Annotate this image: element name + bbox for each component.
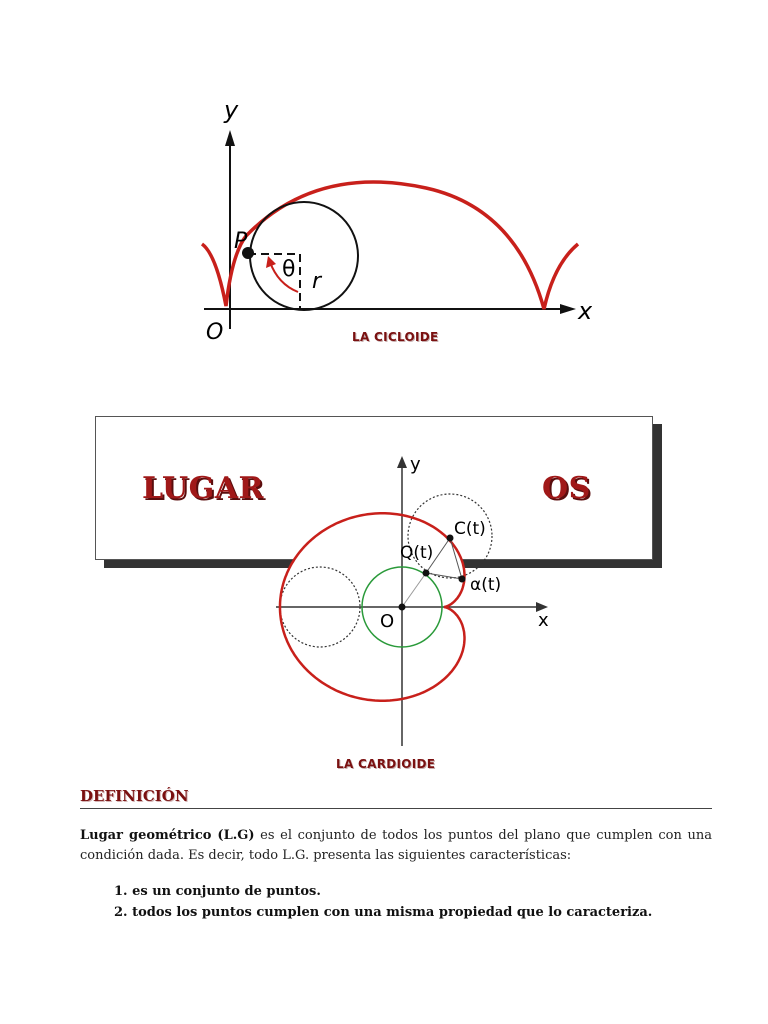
point-q-label: Q(t) [400, 543, 434, 563]
x-axis-arrow [560, 304, 576, 314]
definition-heading: DEFINICIÓN [80, 787, 189, 805]
cardioid-caption: LA CARDIOIDE [336, 757, 436, 771]
x-axis-label: x [538, 610, 549, 631]
definition-text: es el conjunto de todos los puntos del plano que cumplen con una condición dada. Es decir, todo L.G. presenta las siguientes características: [80, 828, 712, 863]
heading-rule [80, 808, 712, 809]
origin-label: O [380, 611, 395, 632]
cardioid-figure [262, 446, 572, 758]
title-text-right: OS [542, 471, 591, 506]
title-text-left: LUGAR [142, 471, 264, 506]
y-axis-label: y [224, 96, 239, 124]
point-alpha [459, 576, 466, 583]
radius-label: r [312, 269, 322, 294]
x-axis-label: x [578, 297, 592, 325]
cycloid-curve [202, 182, 578, 309]
rolling-circle [250, 202, 358, 310]
cycloid-diagram [196, 84, 592, 360]
y-axis-arrow [397, 456, 407, 468]
cycloid-figure [196, 84, 592, 360]
point-p-label: P [234, 229, 248, 254]
cardioid-diagram [262, 446, 572, 758]
definition-paragraph [80, 826, 712, 866]
point-alpha-label: α(t) [470, 575, 502, 595]
origin-label: O [206, 320, 224, 345]
list-item-2: 2. todos los puntos cumplen con una misma propiedad que lo caracteriza. [114, 905, 653, 920]
cycloid-caption: LA CICLOIDE [352, 330, 439, 344]
y-axis-arrow [225, 130, 235, 146]
y-axis-label: y [410, 454, 421, 475]
origin-point [399, 604, 406, 611]
list-item-1: 1. es un conjunto de puntos. [114, 884, 321, 899]
point-q [423, 570, 430, 577]
point-c [447, 535, 454, 542]
definition-term: Lugar geométrico (L.G) [80, 828, 255, 843]
point-c-label: C(t) [454, 519, 486, 539]
theta-label: θ [282, 257, 296, 282]
